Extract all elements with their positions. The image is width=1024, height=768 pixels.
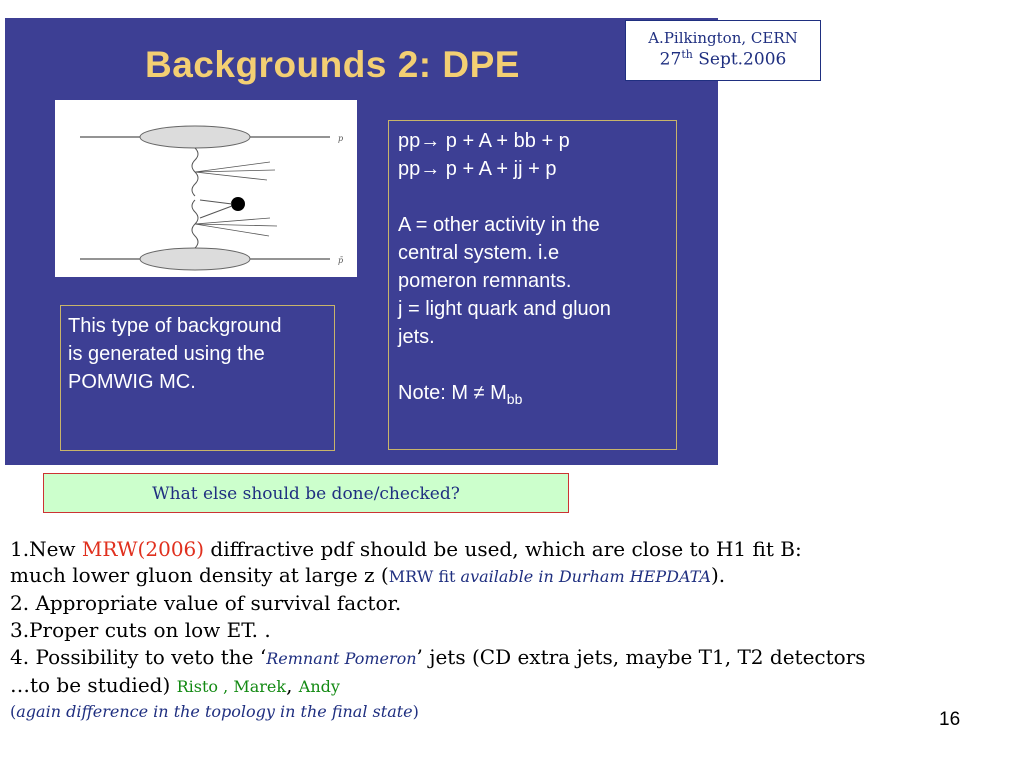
spacer [398,183,676,211]
process-line: pp→ p + A + jj + p [398,158,557,180]
date-suffix: th [681,48,693,61]
assignee-names: Risto , Marek [176,677,287,696]
presentation-date [626,48,820,70]
topology-difference-text: again difference in the topology in the final state [16,702,413,721]
bottom-proton-label: p̄ [338,256,344,265]
list-item-1-continued [10,563,725,587]
dpe-feynman-diagram [55,100,357,277]
process-description-box [388,120,677,450]
bottom-blob [140,248,250,270]
list-item-3: 3.Proper cuts on low ET. . [10,618,271,642]
note-text: Note: M ≠ M [398,382,507,404]
gluon-line-top [200,200,232,204]
author-name: A.Pilkington, CERN [648,29,798,47]
hepdata-availability: available in Durham HEPDATA [460,567,711,586]
date-rest: Sept.2006 [692,49,787,70]
definition-line: central system. i.e [398,242,560,264]
generator-line: This type of background [68,315,282,337]
definition-line: A = other activity in the [398,214,600,236]
top-blob [140,126,250,148]
definition-line: j = light quark and gluon [398,298,611,320]
remnant-jet-line [195,172,267,180]
item-text: 4. Possibility to veto the ‘ [10,645,267,669]
list-item-4-continued [10,673,340,697]
spacer [398,351,676,379]
top-proton-label: p [338,134,344,143]
gluon-line-bottom [200,206,232,218]
item-text: much lower gluon density at large z ( [10,563,389,587]
assignee-andy: Andy [298,677,340,696]
note-line [398,379,676,413]
author-credit-box [625,20,821,81]
list-item-1 [10,537,802,561]
item-text: ( [10,702,17,721]
item-text: …to be studied) [10,673,177,697]
item-text: , [286,673,299,697]
feynman-diagram-svg [55,100,357,277]
item-text: ) [412,702,419,721]
mrw-highlight: MRW(2006) [81,537,205,561]
date-number: 27 [659,49,682,70]
definition-line: jets. [398,326,435,348]
generator-note-box [60,305,335,451]
mrw-fit-label: MRW fit [388,567,461,586]
item-text: diffractive pdf should be used, which are close to H1 fit B: [204,537,802,561]
remnant-jet-line [195,218,270,224]
list-item-4 [10,645,866,669]
slide-panel [5,18,718,465]
item-text: 1.New [10,537,82,561]
note-subscript: bb [506,391,523,407]
generator-line: POMWIG MC. [68,371,196,393]
item-text: ). [710,563,726,587]
item-text: ’ jets (CD extra jets, maybe T1, T2 detectors [416,645,866,669]
topology-note [10,698,419,722]
central-object [231,197,245,211]
remnant-pomeron-term: Remnant Pomeron [266,649,417,668]
definition-line: pomeron remnants. [398,270,572,292]
list-item-2: 2. Appropriate value of survival factor. [10,591,402,615]
generator-line: is generated using the [68,343,265,365]
process-line: pp→ p + A + bb + p [398,130,570,152]
page-number: 16 [939,709,961,730]
slide-title: Backgrounds 2: DPE [145,44,520,85]
question-box: What else should be done/checked? [43,473,569,513]
